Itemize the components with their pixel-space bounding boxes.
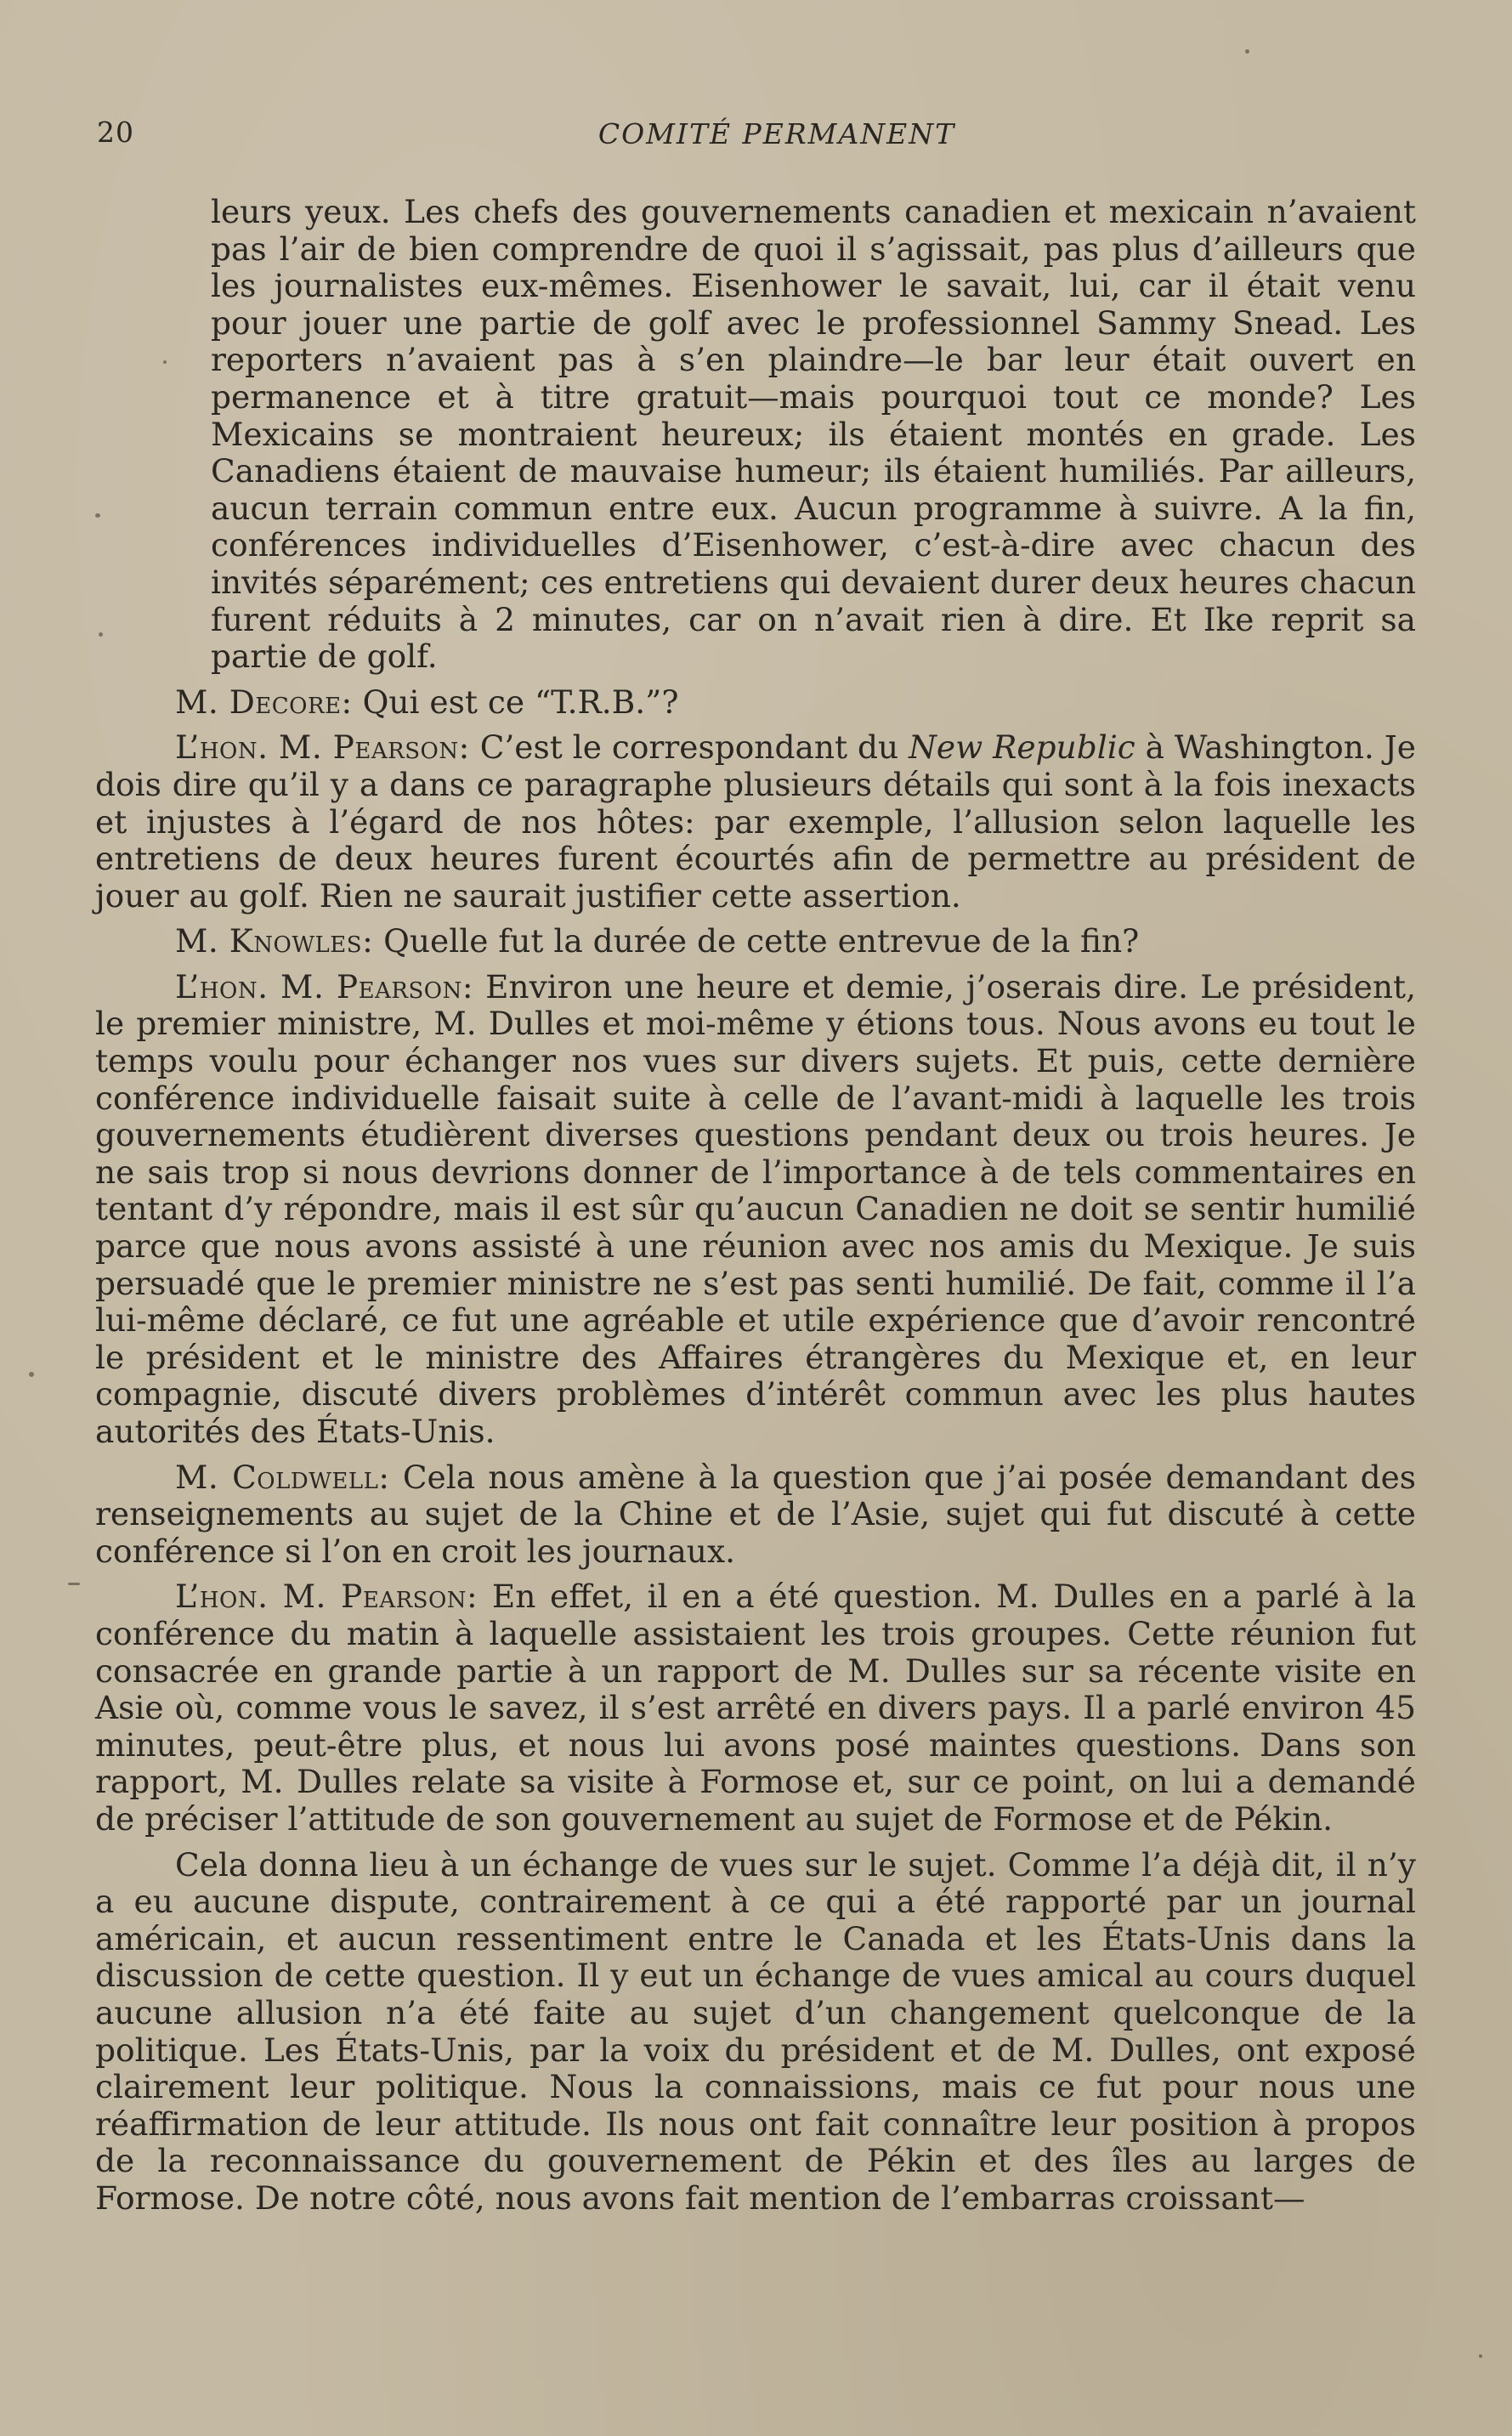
- quoted-passage: leurs yeux. Les chefs des gouvernements canadien et mexicain n’avaient pas l’air de bien comprendre de quoi il s’agissait, pas plus d’ailleurs que les journalistes eux-mêmes. Eisenhower le savait, lui, car il était venu pour jouer une partie de golf avec le professionnel Sammy Snead. Les reporters n’avaient pas à s’en plaindre—le bar leur était ouvert en permanence et à titre gratuit—mais pourquoi tout ce monde? Les Mexicains se montraient heureux; ils étaient montés en grade. Les Canadiens étaient de mauvaise humeur; ils étaient humiliés. Par ailleurs, aucun terrain commun entre eux. Aucun programme à suivre. A la fin, conférences individuelles d’Eisenhower, c’est-à-dire avec chacun des invités séparément; ces entretiens qui devaient durer deux heures chacun furent réduits à 2 minutes, car on n’avait rien à dire. Et Ike reprit sa partie de golf.: [211, 193, 1416, 676]
- paragraph-pearson-1: [95, 729, 1416, 915]
- paragraph-continuation: [95, 1847, 1416, 2218]
- speaker-name: M. Decore:: [175, 683, 353, 721]
- paragraph-decore: [95, 684, 1416, 722]
- paragraph-coldwell: [95, 1459, 1416, 1571]
- running-title: COMITÉ PERMANENT: [597, 117, 956, 150]
- page-header: [97, 116, 1423, 158]
- speaker-name: M. Coldwell:: [175, 1458, 390, 1496]
- speaker-name: L’hon. M. Pearson:: [175, 1578, 479, 1616]
- paper-speck: [1245, 49, 1249, 54]
- paper-speck: [163, 360, 167, 364]
- speaker-name: M. Knowles:: [175, 922, 374, 960]
- paragraph-text: Environ une heure et demie, j’oserais dire. Le président, le premier ministre, M. Dulles et moi-même y étions tous. Nous avons eu tout le temps voulu pour échanger nos vues sur divers sujets. Et puis, cette dernière conférence individuelle faisait suite à celle de l’avant-midi à laquelle les trois gouvernements étudièrent diverses questions pendant deux ou trois heures. Je ne sais trop si nous devrions donner de l’importance à de tels commentaires en tentant d’y répondre, mais il est sûr qu’aucun Canadien ne doit se sentir humilié parce que nous avons assisté à une réunion avec nos amis du Mexique. Je suis persuadé que le premier ministre ne s’est pas senti humilié. De fait, comme il l’a lui-même déclaré, ce fut une agréable et utile expérience que d’avoir rencontré le président et le ministre des Affaires étrangères du Mexique et, en leur compagnie, discuté divers problèmes d’intérêt commun avec les plus hautes autorités des États-Unis.: [95, 967, 1416, 1450]
- document-body: [95, 194, 1416, 2225]
- paper-speck: [68, 1583, 80, 1585]
- paragraph-pearson-3: [95, 1578, 1416, 1838]
- paper-speck: [29, 1372, 34, 1377]
- paragraph-text: Qui est ce “T.R.B.”?: [362, 683, 679, 721]
- paragraph-text: Cela nous amène à la question que j’ai posée demandant des renseignements au sujet de la Chine et de l’Asie, sujet qui fut discuté à cette conférence si l’on en croit les journaux.: [95, 1458, 1417, 1570]
- paragraph-knowles: [95, 923, 1416, 960]
- paper-speck: [95, 513, 100, 518]
- paper-speck: [1479, 2354, 1482, 2358]
- page-number: 20: [97, 116, 134, 149]
- publication-title: New Republic: [909, 728, 1135, 767]
- paragraph-text: Cela donna lieu à un échange de vues sur le sujet. Comme l’a déjà dit, il n’y a eu aucune dispute, contrairement à ce qui a été rapporté par un journal américain, et aucun ressentiment entre le Canada et les États-Unis dans la discussion de cette question. Il y eut un échange de vues amical au cours duquel aucune allusion n’a été faite au sujet d’un changement quelconque de la politique. Les États-Unis, par la voix du président et de M. Dulles, ont exposé clairement leur politique. Nous la connaissions, mais ce fut pour nous une réaffirmation de leur attitude. Ils nous ont fait connaître leur position à propos de la reconnaissance du gouvernement de Pékin et des îles au larges de Formose. De notre côté, nous avons fait mention de l’embarras croissant—: [95, 1845, 1416, 2217]
- speaker-name: L’hon. M. Pearson:: [175, 967, 473, 1006]
- paragraph-pearson-2: [95, 969, 1416, 1451]
- paper-speck: [99, 632, 103, 637]
- speaker-name: L’hon. M. Pearson:: [175, 728, 470, 767]
- paragraph-text: Quelle fut la durée de cette entrevue de la fin?: [383, 922, 1140, 960]
- paragraph-text: à Washington. Je dois dire qu’il y a dans ce paragraphe plusieurs détails qui sont à la fois inexacts et injustes à l’égard de nos hôtes: par exemple, l’allusion selon laquelle les entretiens de deux heures furent écourtés afin de permettre au président de jouer au golf. Rien ne saurait justifier cette assertion.: [95, 728, 1416, 915]
- paragraph-text: C’est le correspondant du: [479, 728, 899, 767]
- paragraph-text: En effet, il en a été question. M. Dulles en a parlé à la conférence du matin à laquelle assistaient les trois groupes. Cette réunion fut consacrée en grande partie à un rapport de M. Dulles sur sa récente visite en Asie où, comme vous le savez, il s’est arrêté en divers pays. Il a parlé environ 45 minutes, peut-être plus, et nous lui avons posé maintes questions. Dans son rapport, M. Dulles relate sa visite à Formose et, sur ce point, on lui a demandé de préciser l’attitude de son gouvernement au sujet de Formose et de Pékin.: [95, 1578, 1417, 1838]
